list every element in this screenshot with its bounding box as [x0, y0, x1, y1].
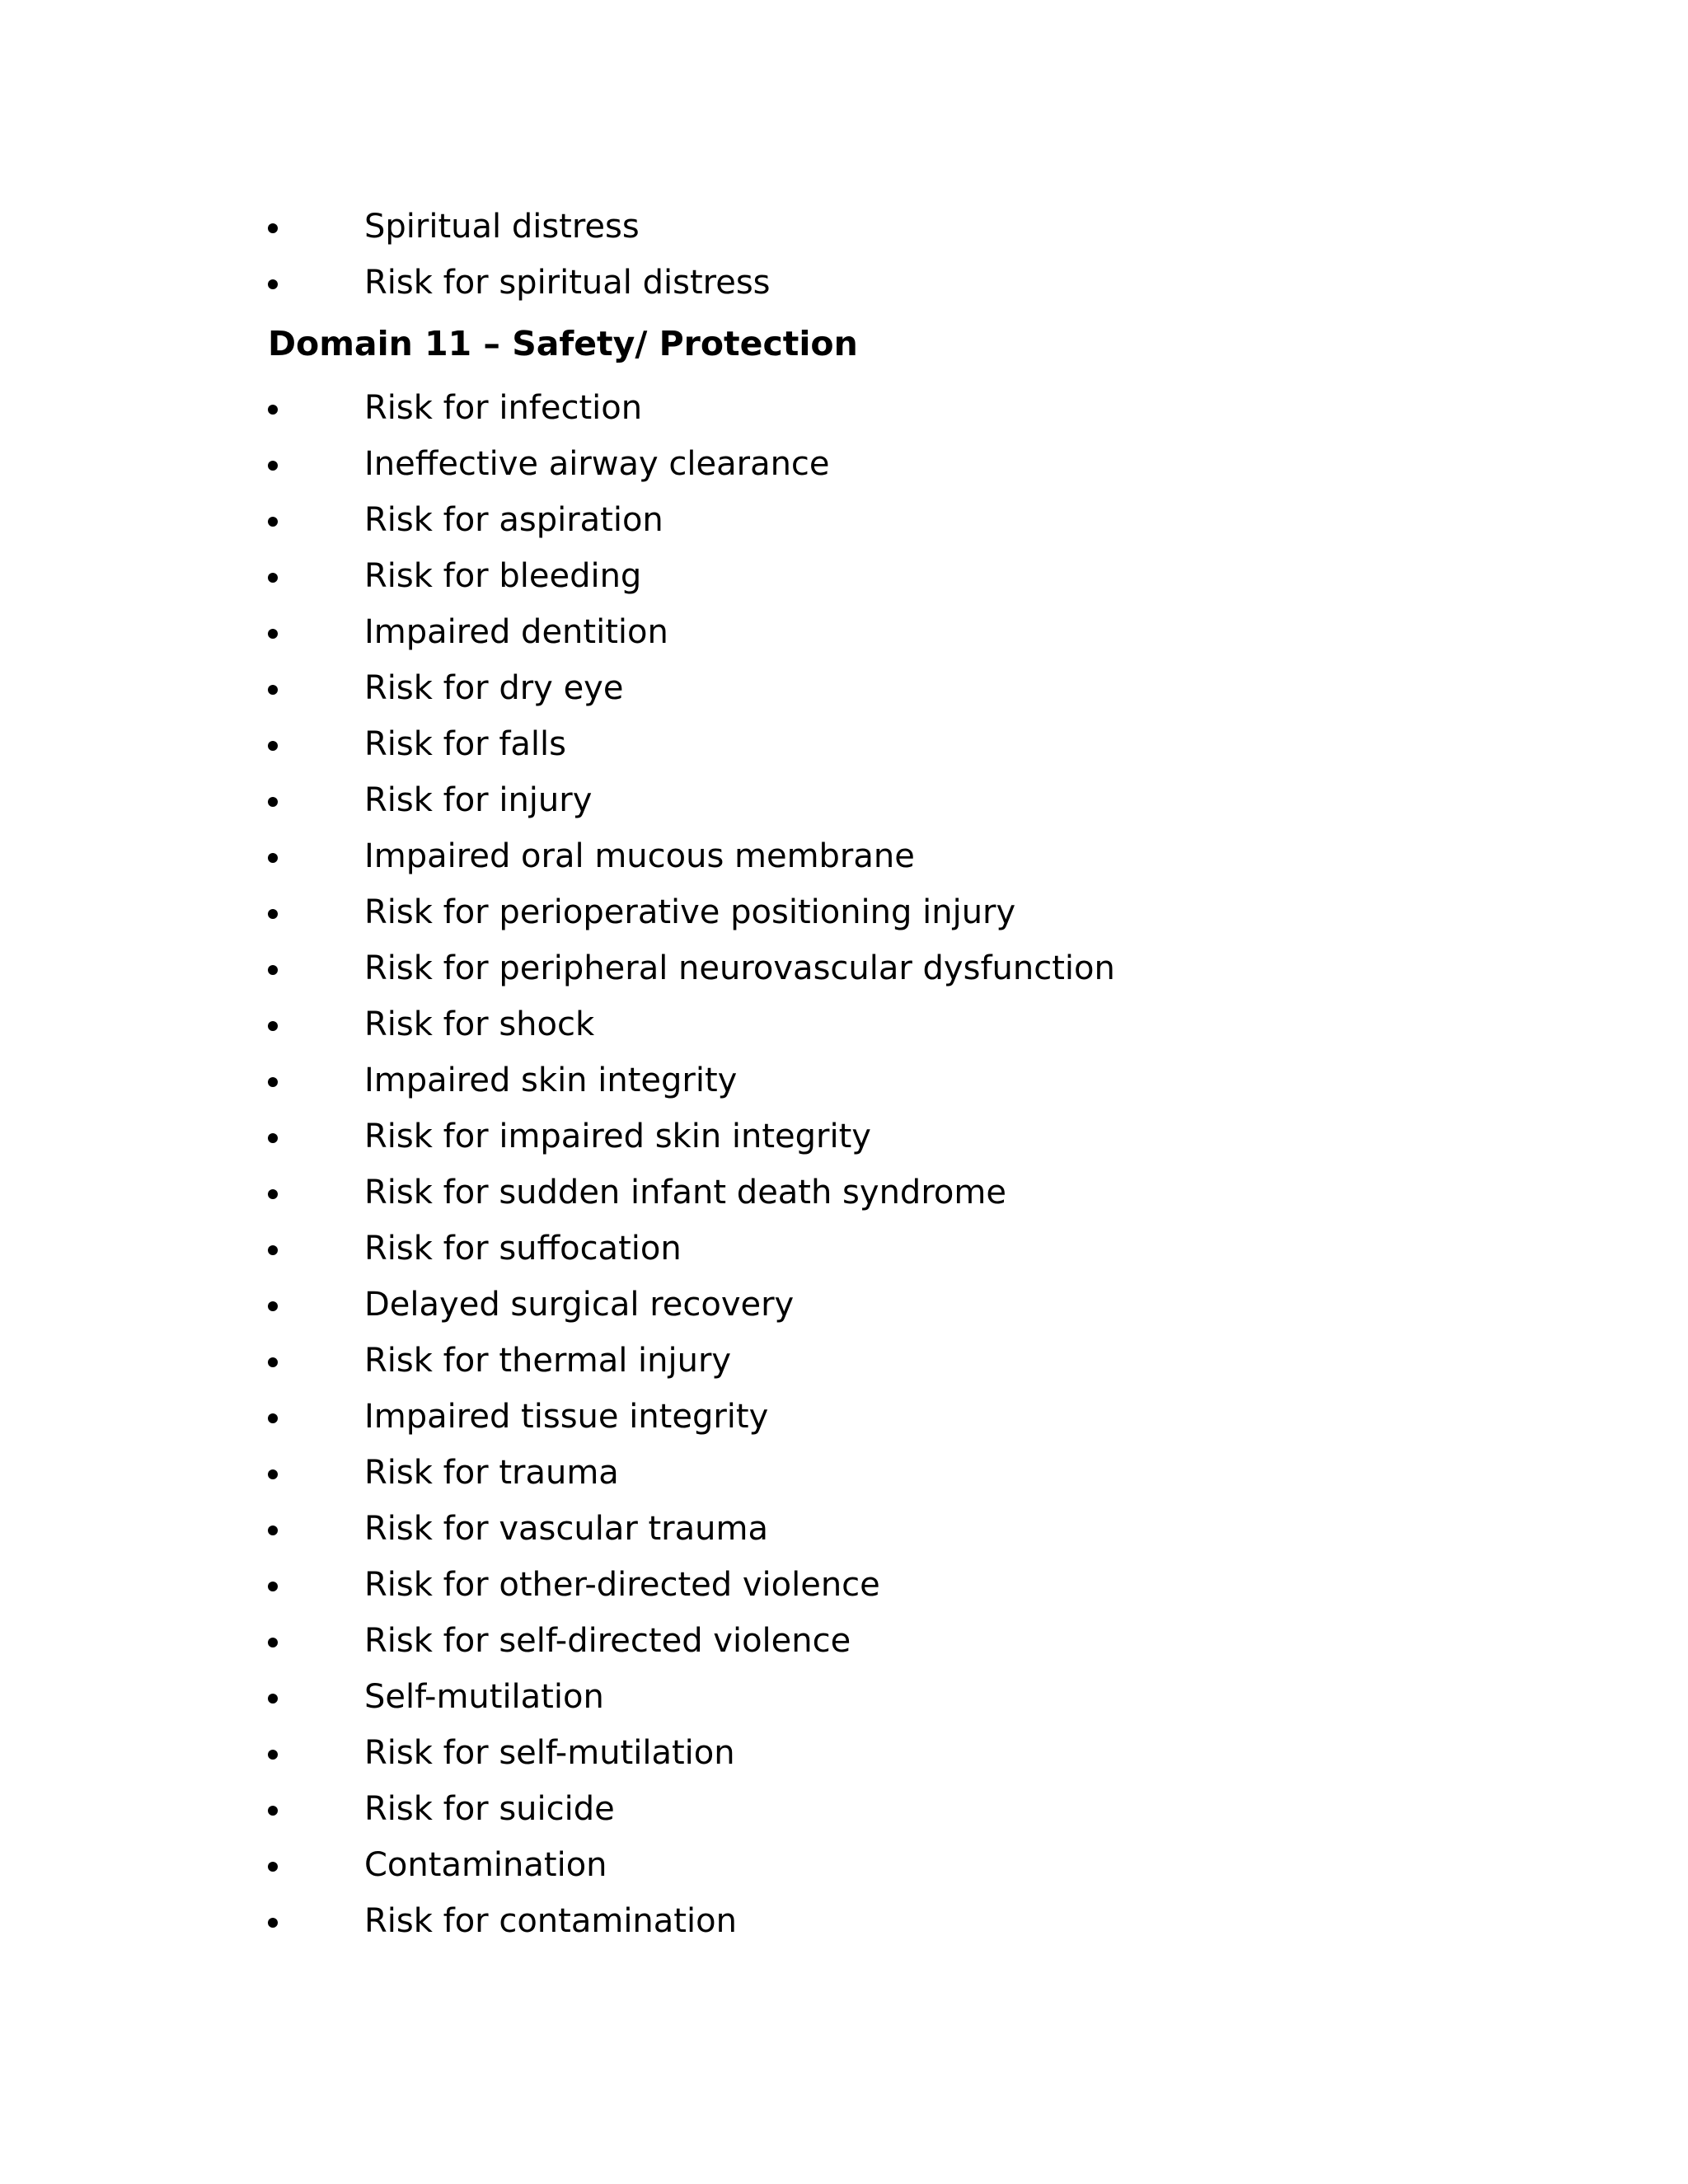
bullet-icon — [268, 1806, 278, 1816]
list-item — [0, 1669, 1688, 1725]
bullet-icon — [268, 1357, 278, 1367]
list-item — [0, 660, 1688, 716]
bullet-icon — [268, 279, 278, 289]
list-item — [0, 1893, 1688, 1949]
list-item-text: Impaired oral mucous membrane — [364, 837, 915, 875]
bullet-icon — [268, 1301, 278, 1311]
list-item — [0, 1613, 1688, 1669]
bullet-icon — [268, 1021, 278, 1031]
bullet-icon — [268, 461, 278, 471]
list-item — [0, 604, 1688, 660]
bullet-icon — [268, 797, 278, 807]
list-item — [0, 1052, 1688, 1108]
list-item-text: Risk for sudden infant death syndrome — [364, 1174, 1006, 1212]
list-item — [0, 1445, 1688, 1501]
list-item — [0, 940, 1688, 996]
list-item-text: Risk for perioperative positioning injury — [364, 893, 1016, 931]
list-item-text: Risk for dry eye — [364, 669, 624, 707]
list-item — [0, 436, 1688, 492]
bullet-icon — [268, 1413, 278, 1423]
list-item — [0, 492, 1688, 548]
list-item — [0, 828, 1688, 884]
bullet-icon — [268, 1638, 278, 1647]
list-item — [0, 1333, 1688, 1389]
bullet-icon — [268, 1189, 278, 1199]
list-item — [0, 1557, 1688, 1613]
list-item-text: Contamination — [364, 1846, 607, 1884]
list-item-text: Risk for vascular trauma — [364, 1510, 768, 1548]
list-item-text: Risk for thermal injury — [364, 1342, 732, 1380]
bullet-icon — [268, 1750, 278, 1760]
list-item — [0, 1781, 1688, 1837]
list-item-text: Risk for self-directed violence — [364, 1622, 851, 1660]
list-item — [0, 1725, 1688, 1781]
list-item-text: Risk for falls — [364, 725, 566, 763]
bullet-icon — [268, 1469, 278, 1479]
list-item-text: Risk for suffocation — [364, 1230, 682, 1268]
list-item-text: Risk for bleeding — [364, 557, 642, 595]
list-item-text: Risk for spiritual distress — [364, 264, 771, 302]
list-item-text: Risk for injury — [364, 781, 593, 819]
bullet-icon — [268, 1694, 278, 1704]
list-item — [0, 1389, 1688, 1445]
bullet-icon — [268, 405, 278, 415]
list-item — [0, 380, 1688, 436]
list-item-text: Impaired skin integrity — [364, 1062, 738, 1099]
bullet-icon — [268, 223, 278, 233]
list-item — [0, 884, 1688, 940]
bullet-icon — [268, 1133, 278, 1143]
bullet-icon — [268, 853, 278, 863]
bullet-icon — [268, 685, 278, 695]
list-item — [0, 548, 1688, 604]
bullet-icon — [268, 1526, 278, 1535]
bullet-icon — [268, 1862, 278, 1872]
list-item — [0, 1165, 1688, 1221]
list-item-text: Impaired dentition — [364, 613, 668, 651]
bullet-icon — [268, 629, 278, 639]
list-item-text: Risk for trauma — [364, 1454, 619, 1492]
list-item-text: Risk for suicide — [364, 1790, 615, 1828]
list-item-text: Delayed surgical recovery — [364, 1286, 795, 1324]
bullet-list-domain-11 — [0, 380, 1688, 1949]
list-item-text: Risk for infection — [364, 389, 643, 427]
list-item — [0, 1501, 1688, 1557]
list-item-text: Spiritual distress — [364, 208, 640, 246]
list-item-text: Ineffective airway clearance — [364, 445, 830, 483]
bullet-icon — [268, 741, 278, 751]
list-item — [0, 716, 1688, 772]
list-item-text: Risk for other-directed violence — [364, 1566, 880, 1604]
bullet-icon — [268, 517, 278, 527]
list-item-text: Self-mutilation — [364, 1678, 604, 1716]
bullet-icon — [268, 573, 278, 583]
section-heading: Domain 11 – Safety/ Protection — [268, 324, 858, 363]
bullet-icon — [268, 1582, 278, 1591]
bullet-icon — [268, 1077, 278, 1087]
list-item — [0, 1837, 1688, 1893]
list-item-text: Risk for shock — [364, 1005, 595, 1043]
list-item — [0, 772, 1688, 828]
list-item-text: Risk for contamination — [364, 1902, 737, 1940]
bullet-icon — [268, 1245, 278, 1255]
bullet-icon — [268, 909, 278, 919]
bullet-icon — [268, 1918, 278, 1928]
list-item — [0, 1277, 1688, 1333]
list-item — [0, 199, 1688, 255]
list-item-text: Risk for aspiration — [364, 501, 663, 539]
list-item-text: Risk for impaired skin integrity — [364, 1118, 871, 1155]
list-item-text: Risk for self-mutilation — [364, 1734, 735, 1772]
list-item — [0, 255, 1688, 311]
bullet-icon — [268, 965, 278, 975]
list-item — [0, 1108, 1688, 1165]
list-item — [0, 996, 1688, 1052]
list-item — [0, 1221, 1688, 1277]
list-item-text: Impaired tissue integrity — [364, 1398, 769, 1436]
bullet-list-top — [0, 199, 1688, 311]
list-item-text: Risk for peripheral neurovascular dysfunction — [364, 949, 1115, 987]
